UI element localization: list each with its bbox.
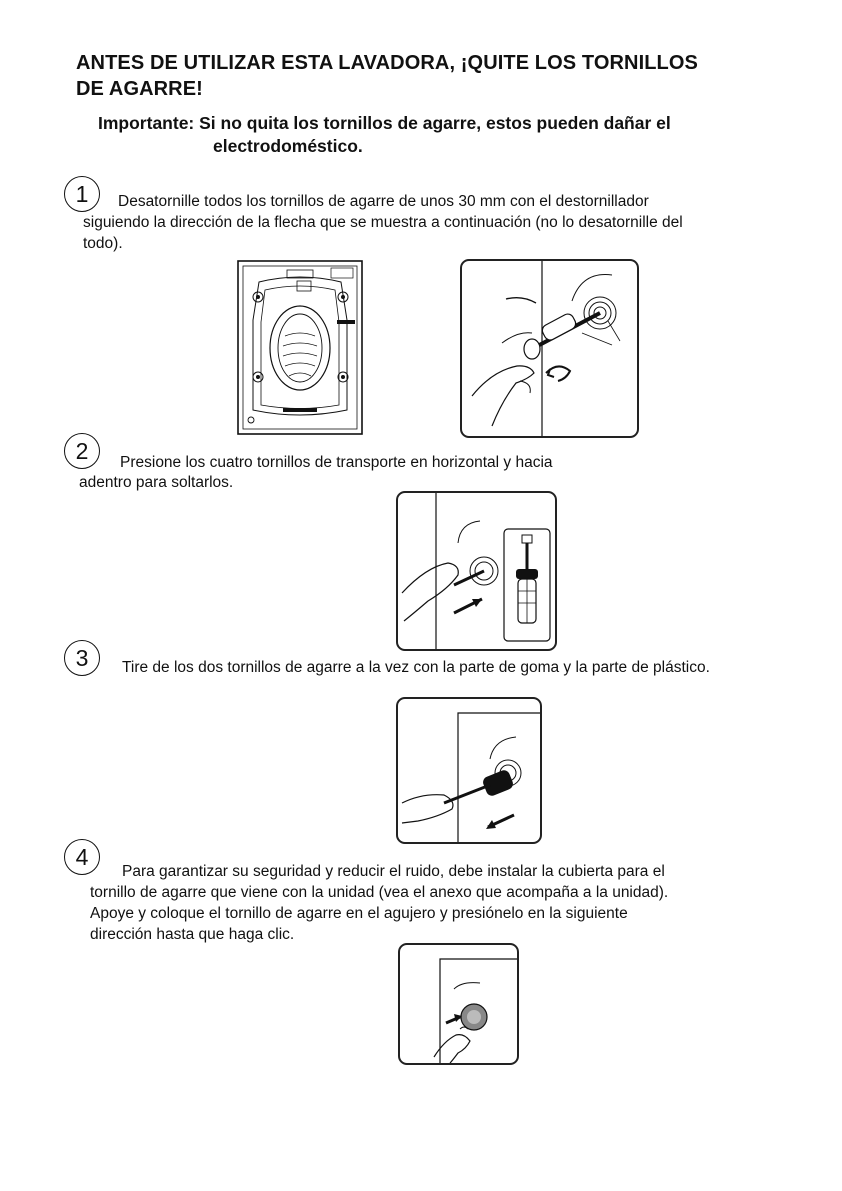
install-cover-illustration (398, 943, 519, 1065)
step-1-text-line-1: Desatornille todos los tornillos de agarre de unos 30 mm con el destornillador (118, 193, 649, 210)
pull-bolt-illustration (396, 697, 542, 844)
important-note-line-1: Importante: Si no quita los tornillos de agarre, estos pueden dañar el (98, 113, 671, 133)
unscrew-bolt-illustration (460, 259, 639, 438)
press-bolt-illustration (396, 491, 557, 651)
washer-back-panel-illustration (237, 260, 363, 435)
step-4-text-line-1: Para garantizar su seguridad y reducir el ruido, debe instalar la cubierta para el (122, 863, 665, 880)
step-4-number: 4 (64, 839, 100, 875)
step-2-text-line-1: Presione los cuatro tornillos de transporte en horizontal y hacia (120, 454, 553, 471)
step-1-number: 1 (64, 176, 100, 212)
step-1-text-line-3: todo). (83, 235, 123, 252)
step-2-text-line-2: adentro para soltarlos. (79, 474, 234, 491)
step-3-text-line-1: Tire de los dos tornillos de agarre a la vez con la parte de goma y la parte de plástico. (122, 659, 710, 676)
step-4-text-line-4: dirección hasta que haga clic. (90, 926, 295, 943)
step-4-text-line-2: tornillo de agarre que viene con la unidad (vea el anexo que acompaña a la unidad). (90, 884, 669, 901)
important-note-line-2: electrodoméstico. (213, 136, 363, 156)
page-title (76, 50, 776, 102)
page-title-line-2: DE AGARRE! (76, 78, 203, 100)
step-2-number: 2 (64, 433, 100, 469)
step-1-text-line-2: siguiendo la dirección de la flecha que se muestra a continuación (no lo desatornille del (83, 214, 683, 231)
page-title-line-1: ANTES DE UTILIZAR ESTA LAVADORA, ¡QUITE LOS TORNILLOS (76, 52, 698, 74)
step-4-text-line-3: Apoye y coloque el tornillo de agarre en el agujero y presiónelo en la siguiente (90, 905, 628, 922)
step-3-number: 3 (64, 640, 100, 676)
